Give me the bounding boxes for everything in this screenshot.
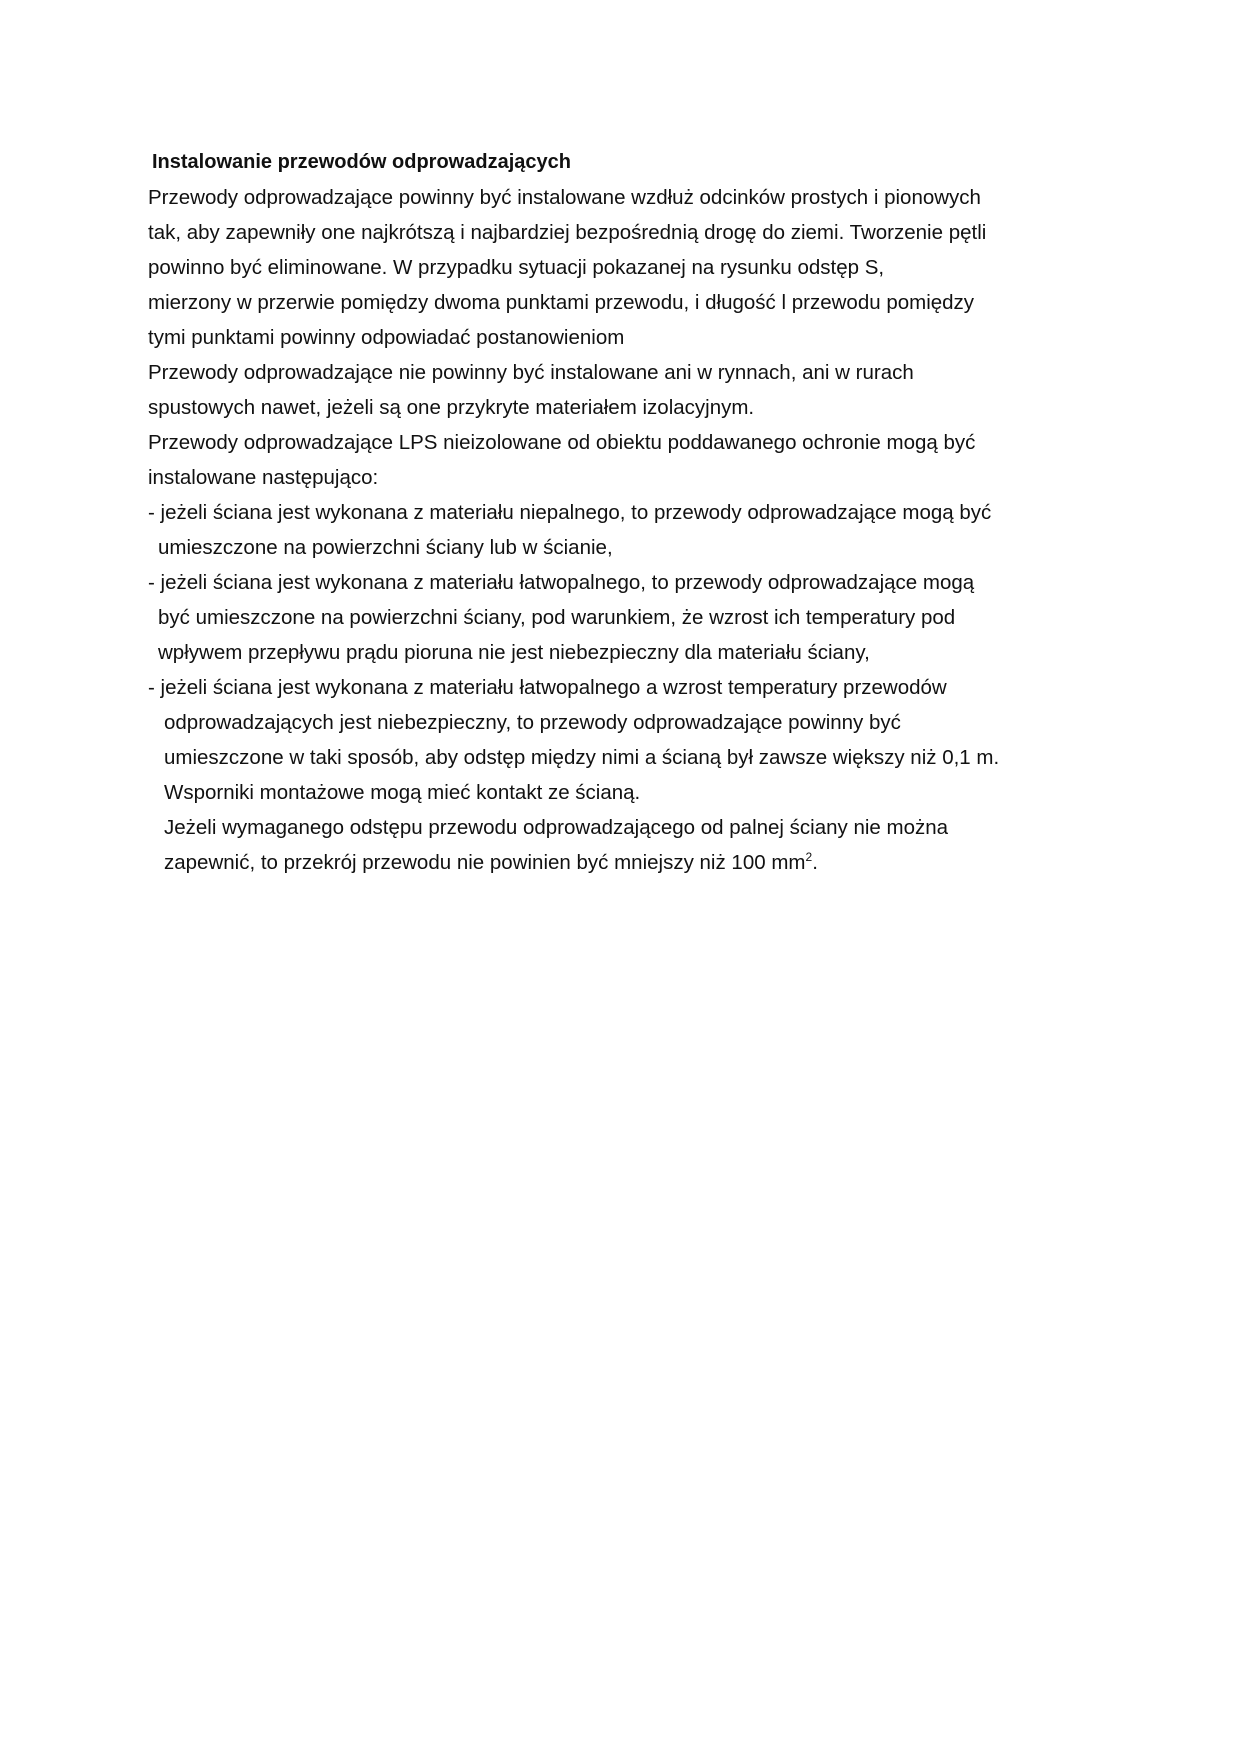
document-heading: Instalowanie przewodów odprowadzających (152, 151, 571, 173)
area-superscript: 2 (805, 850, 813, 865)
list-item-line: odprowadzających jest niebezpieczny, to przewody odprowadzające powinny być (164, 711, 901, 734)
list-item-line: wpływem przepływu prądu pioruna nie jest niebezpieczny dla materiału ściany, (158, 641, 870, 664)
list-item-line: Jeżeli wymaganego odstępu przewodu odprowadzającego od palnej ściany nie można (164, 816, 949, 839)
list-item-last-line (148, 845, 1108, 880)
list-item-line: umieszczone w taki sposób, aby odstęp między nimi a ścianą był zawsze większy niż 0,1 m. (164, 746, 1000, 769)
paragraph-line: spustowych nawet, jeżeli są one przykryte materiałem izolacyjnym. (148, 396, 755, 419)
list-item-line: umieszczone na powierzchni ściany lub w ścianie, (158, 536, 613, 559)
list-item-line: - jeżeli ściana jest wykonana z materiału łatwopalnego, to przewody odprowadzające mogą (148, 571, 975, 594)
paragraph-line: instalowane następująco: (148, 466, 379, 489)
paragraph-line: mierzony w przerwie pomiędzy dwoma punktami przewodu, i długość l przewodu pomiędzy (148, 291, 975, 314)
paragraph-line: tak, aby zapewniły one najkrótszą i najbardziej bezpośrednią drogę do ziemi. Tworzenie pętli (148, 221, 987, 244)
last-line-end: . (812, 851, 818, 874)
list-item-line: Wsporniki montażowe mogą mieć kontakt ze ścianą. (164, 781, 641, 804)
list-item-line: być umieszczone na powierzchni ściany, pod warunkiem, że wzrost ich temperatury pod (158, 606, 956, 629)
last-line-text: zapewnić, to przekrój przewodu nie powinien być mniejszy niż 100 mm (164, 851, 806, 874)
list-item-line: - jeżeli ściana jest wykonana z materiału łatwopalnego a wzrost temperatury przewodów (148, 676, 947, 699)
paragraph-line: powinno być eliminowane. W przypadku sytuacji pokazanej na rysunku odstęp S, (148, 256, 885, 279)
paragraph-line: Przewody odprowadzające powinny być instalowane wzdłuż odcinków prostych i pionowych (148, 186, 981, 209)
paragraph-line: Przewody odprowadzające LPS nieizolowane od obiektu poddawanego ochronie mogą być (148, 431, 976, 454)
paragraph-line: tymi punktami powinny odpowiadać postanowieniom (148, 326, 625, 349)
paragraph-line: Przewody odprowadzające nie powinny być instalowane ani w rynnach, ani w rurach (148, 361, 914, 384)
list-item-line: - jeżeli ściana jest wykonana z materiału niepalnego, to przewody odprowadzające mogą być (148, 501, 992, 524)
document-body (148, 145, 1108, 880)
